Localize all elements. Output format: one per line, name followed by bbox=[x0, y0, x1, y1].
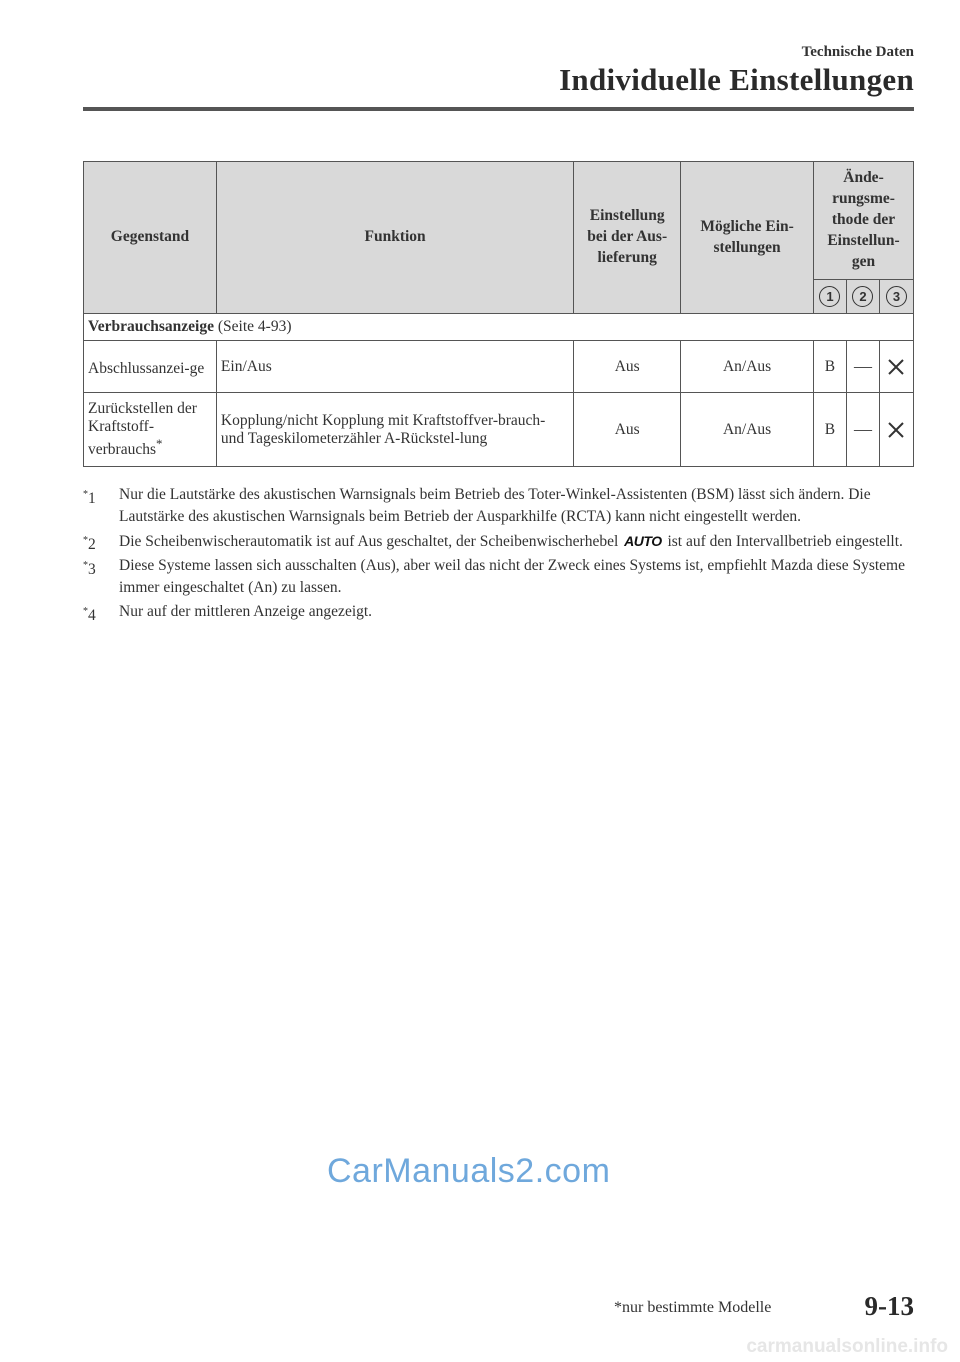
dash-mark: — bbox=[853, 356, 872, 376]
footnote-marker: *3 bbox=[83, 560, 96, 578]
footnote-text: Nur auf der mittleren Anzeige angezeigt. bbox=[119, 603, 373, 620]
section-ref: (Seite 4-93) bbox=[217, 318, 292, 335]
circled-number-2-icon: 2 bbox=[852, 286, 873, 307]
section-row bbox=[84, 314, 914, 341]
footnote-2 bbox=[83, 530, 918, 553]
footnote-marker: *4 bbox=[83, 606, 96, 624]
site-watermark: carmanualsonline.info bbox=[746, 1336, 948, 1357]
method-col-1 bbox=[813, 280, 846, 314]
header-item: Gegenstand bbox=[84, 162, 217, 314]
footnote-text: Nur die Lautstärke des akustischen Warnsignals beim Betrieb des Toter-Winkel-Assistenten (BSM) lässt sich ändern. Die Lautstärke des akustischen Warnsignals beim Betrieb der Ausparkhilfe (RCTA) kann nicht eingestellt werden. bbox=[119, 486, 871, 525]
row-item bbox=[84, 393, 217, 467]
circled-number-1-icon: 1 bbox=[819, 286, 840, 307]
row-options: An/Aus bbox=[681, 341, 814, 393]
row-item bbox=[84, 341, 217, 393]
circled-number-3-icon: 3 bbox=[886, 286, 907, 307]
settings-table bbox=[83, 161, 914, 467]
table-row bbox=[84, 393, 914, 467]
footnote-text: Die Scheibenwischerautomatik ist auf Aus geschaltet, der Scheibenwischerhebel bbox=[119, 533, 619, 550]
row-function: Ein/Aus bbox=[216, 341, 573, 393]
footnote-marker: *2 bbox=[83, 535, 96, 553]
header-default bbox=[574, 162, 681, 314]
footnotes bbox=[83, 484, 918, 625]
x-icon bbox=[887, 358, 905, 376]
header-method: Ände-rungsme-thode der Einstellun-gen bbox=[813, 162, 913, 280]
row-default: Aus bbox=[574, 341, 681, 393]
footnote-1 bbox=[83, 484, 918, 528]
page-number: 9-13 bbox=[864, 1291, 914, 1321]
header-row bbox=[84, 162, 914, 280]
dash-mark: — bbox=[853, 419, 872, 439]
auto-icon: AUTO bbox=[624, 533, 662, 549]
row-function: Kopplung/nicht Kopplung mit Kraftstoffver-brauch- und Tageskilometerzähler A-Rückstel-lung bbox=[216, 393, 573, 467]
footnote-text-cont: ist auf den Intervallbetrieb eingestellt. bbox=[667, 533, 903, 550]
section-name: Verbrauchsanzeige bbox=[88, 318, 214, 335]
x-icon bbox=[887, 421, 905, 439]
row-method-3 bbox=[879, 393, 913, 467]
row-method-3 bbox=[879, 341, 913, 393]
method-col-2 bbox=[846, 280, 879, 314]
footnote-text: Diese Systeme lassen sich ausschalten (Aus), aber weil das nicht der Zweck eines Systems ist, empfiehlt Mazda diese Systeme immer eingeschaltet (An) zu lassen. bbox=[119, 557, 905, 596]
header-function: Funktion bbox=[216, 162, 573, 314]
row-item-text: Zurückstellen der Kraftstoff-verbrauchs bbox=[88, 399, 197, 459]
method-col-3 bbox=[879, 280, 913, 314]
footer-note: *nur bestimmte Modelle bbox=[614, 1299, 772, 1316]
header-default-text: Einstellung bei der Aus-lieferung bbox=[587, 207, 668, 266]
page-title: Individuelle Einstellungen bbox=[559, 62, 914, 97]
row-item-mark: * bbox=[156, 435, 163, 451]
section-cell bbox=[84, 314, 914, 341]
watermark: CarManuals2.com bbox=[327, 1152, 611, 1190]
title-rule bbox=[83, 107, 914, 111]
footnote-4 bbox=[83, 601, 918, 623]
row-method-1: B bbox=[813, 341, 846, 393]
header-options: Mögliche Ein-stellungen bbox=[681, 162, 814, 314]
row-method-2 bbox=[846, 341, 879, 393]
row-item-text: Abschlussanzei-ge bbox=[88, 360, 205, 378]
table-row bbox=[84, 341, 914, 393]
footnote-marker: *1 bbox=[83, 489, 96, 507]
row-default: Aus bbox=[574, 393, 681, 467]
row-method-2 bbox=[846, 393, 879, 467]
section-label: Technische Daten bbox=[801, 44, 914, 60]
footnote-3 bbox=[83, 555, 918, 599]
row-options: An/Aus bbox=[681, 393, 814, 467]
row-method-1: B bbox=[813, 393, 846, 467]
